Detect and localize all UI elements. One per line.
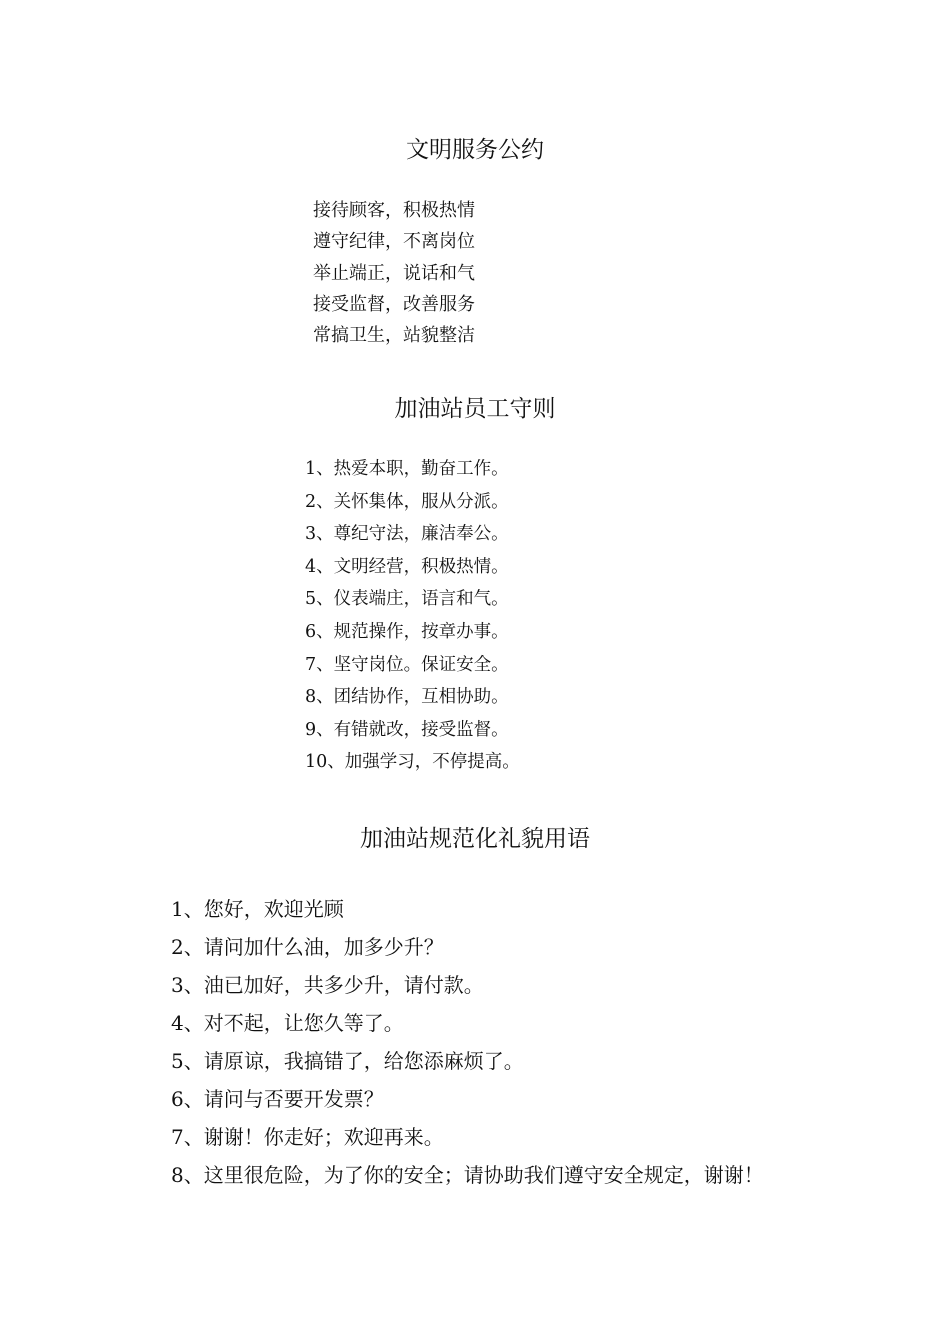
- list-item: 6、请问与否要开发票？: [171, 1087, 384, 1111]
- list-item: 7、坚守岗位。保证安全。: [305, 654, 509, 675]
- list-item: 3、油已加好，共多少升，请付款。: [171, 973, 484, 997]
- list-item: 8、团结协作，互相协助。: [305, 687, 509, 708]
- list-item: 5、仪表端庄，语言和气。: [305, 589, 509, 610]
- list-item: 2、请问加什么油，加多少升？: [171, 935, 444, 959]
- list-item: 9、有错就改，接受监督。: [305, 719, 509, 740]
- list-item: 2、关怀集体，服从分派。: [305, 491, 509, 512]
- list-item: 7、谢谢！你走好；欢迎再来。: [171, 1125, 444, 1149]
- list-item: 1、您好，欢迎光顾: [171, 897, 344, 921]
- list-item: 4、文明经营，积极热情。: [305, 556, 509, 577]
- list-item: 3、尊纪守法，廉洁奉公。: [305, 524, 509, 545]
- list-item: 举止端正，说话和气: [313, 262, 475, 284]
- list-item: 常搞卫生，站貌整洁: [313, 325, 475, 347]
- section-title-polite-phrases: 加油站规范化礼貌用语: [360, 826, 590, 852]
- list-item: 1、热爱本职，勤奋工作。: [305, 459, 509, 479]
- list-item: 接受监督，改善服务: [313, 293, 475, 315]
- section-title-service-pact: 文明服务公约: [406, 137, 544, 163]
- staff-rules-list: [305, 453, 520, 779]
- list-item: 8、这里很危险，为了你的安全；请协助我们遵守安全规定，谢谢！: [171, 1163, 764, 1187]
- list-item: 6、规范操作，按章办事。: [305, 621, 509, 642]
- list-item: 10、加强学习，不停提高。: [305, 752, 520, 773]
- list-item: 4、对不起，让您久等了。: [171, 1011, 404, 1035]
- polite-phrases-list: [171, 890, 764, 1194]
- list-item: 遵守纪律，不离岗位: [313, 231, 475, 253]
- list-item: 5、请原谅，我搞错了，给您添麻烦了。: [171, 1049, 524, 1073]
- service-pact-list: [313, 195, 475, 351]
- list-item: 接待顾客，积极热情: [313, 200, 475, 221]
- section-title-staff-rules: 加油站员工守则: [394, 396, 556, 422]
